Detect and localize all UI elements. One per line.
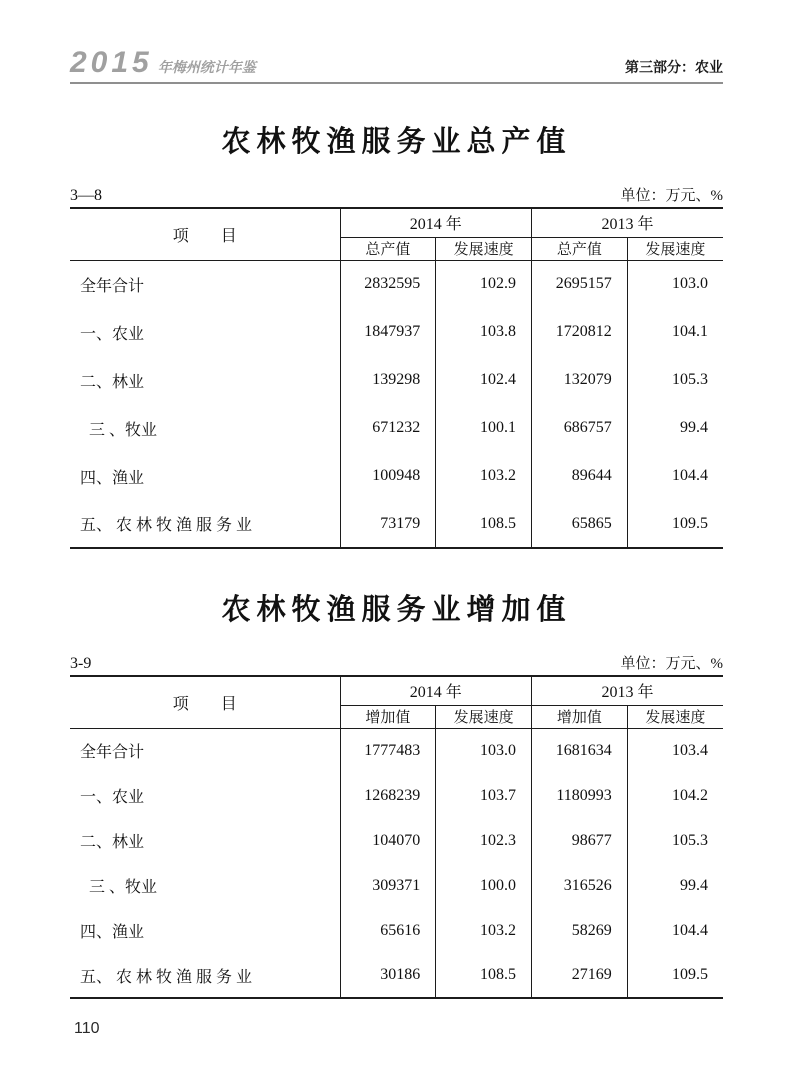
unit-label: 单位：万元、% [620,656,723,672]
table-row [70,773,723,818]
row-item-label: 一、农业 [80,325,145,343]
row-item-label: 四、渔业 [80,469,145,487]
row-item-label: 四、渔业 [80,924,145,941]
table-row [70,356,723,404]
table-row [70,953,723,998]
table-title-value-added: 农林牧渔服务业增加值 [221,594,572,626]
row-value: 1268239 [340,773,436,818]
row-value: 103.0 [436,728,532,773]
unit-label: 单位：万元、% [620,188,723,204]
table-row [70,908,723,953]
row-value: 100.0 [436,863,532,908]
row-value: 73179 [340,500,436,548]
row-value: 103.2 [436,452,532,500]
row-item-label: 全年合计 [80,744,145,762]
row-value: 1180993 [532,773,628,818]
page-number: 110 [74,1020,100,1037]
row-value: 102.4 [436,356,532,404]
row-value: 2832595 [340,260,436,308]
row-value: 104.2 [627,773,723,818]
table-row [70,260,723,308]
row-value: 686757 [532,404,628,452]
row-value: 104070 [340,818,436,863]
row-item-label: 全年合计 [80,277,145,295]
table-row [70,863,723,908]
row-value: 103.0 [627,260,723,308]
column-header-item: 项 目 [70,676,340,728]
table-title-gross-output: 农林牧渔服务业总产值 [221,126,572,158]
row-value: 98677 [532,818,628,863]
column-header-added-2014: 增加值 [340,705,436,728]
row-value: 105.3 [627,356,723,404]
table-row [70,500,723,548]
row-value: 65616 [340,908,436,953]
row-value: 27169 [532,953,628,998]
row-value: 1681634 [532,728,628,773]
row-value: 1777483 [340,728,436,773]
row-value: 104.1 [627,308,723,356]
row-value: 103.8 [436,308,532,356]
row-value: 65865 [532,500,628,548]
table-row [70,818,723,863]
section-label: 第三部分：农业 [625,59,723,75]
yearbook-logo [70,46,256,79]
table-row [70,404,723,452]
column-header-added-2013: 增加值 [532,705,628,728]
table-number: 3—8 [70,187,102,204]
row-value: 108.5 [436,953,532,998]
header-year-row [70,676,723,705]
row-value: 58269 [532,908,628,953]
value-added-table [70,675,723,999]
column-header-2013: 2013 年 [532,208,724,237]
row-value: 109.5 [627,500,723,548]
table-number: 3-9 [70,655,92,672]
row-value: 89644 [532,452,628,500]
row-value: 104.4 [627,908,723,953]
row-value: 103.7 [436,773,532,818]
table-row [70,308,723,356]
row-item-label: 二、林业 [80,373,145,391]
yearbook-year-logo: 2015 [70,46,153,79]
row-value: 100.1 [436,404,532,452]
running-header [70,0,723,84]
row-item-label: 一、农业 [80,789,145,806]
row-value: 1720812 [532,308,628,356]
row-value: 104.4 [627,452,723,500]
row-value: 1847937 [340,308,436,356]
column-header-speed-2014: 发展速度 [436,705,532,728]
row-value: 671232 [340,404,436,452]
column-header-item: 项 目 [70,208,340,260]
row-value: 309371 [340,863,436,908]
row-item-label: 五、 农 林 牧 渔 服 务 业 [80,517,253,534]
row-value: 132079 [532,356,628,404]
gross-output-table [70,207,723,549]
row-value: 139298 [340,356,436,404]
column-header-speed-2013: 发展速度 [627,237,723,260]
column-header-2014: 2014 年 [340,208,532,237]
row-value: 100948 [340,452,436,500]
column-header-2014: 2014 年 [340,676,532,705]
row-value: 30186 [340,953,436,998]
yearbook-title-suffix: 年梅州统计年鉴 [157,59,256,75]
row-value: 108.5 [436,500,532,548]
row-value: 102.9 [436,260,532,308]
column-header-gross-2014: 总产值 [340,237,436,260]
row-value: 99.4 [627,404,723,452]
table-row [70,452,723,500]
column-header-speed-2014: 发展速度 [436,237,532,260]
table-meta-row [70,187,723,205]
row-value: 109.5 [627,953,723,998]
table-row [70,728,723,773]
row-value: 103.2 [436,908,532,953]
header-year-row [70,208,723,237]
row-value: 2695157 [532,260,628,308]
row-item-label: 五、 农 林 牧 渔 服 务 业 [80,968,253,986]
row-item-label: 三 、牧业 [89,879,158,896]
row-item-label: 二、林业 [80,834,145,851]
row-value: 316526 [532,863,628,908]
row-value: 99.4 [627,863,723,908]
column-header-2013: 2013 年 [532,676,724,705]
column-header-gross-2013: 总产值 [532,237,628,260]
row-value: 103.4 [627,728,723,773]
table-meta-row [70,655,723,673]
row-item-label: 三 、牧业 [89,421,158,439]
row-value: 102.3 [436,818,532,863]
row-value: 105.3 [627,818,723,863]
column-header-speed-2013: 发展速度 [627,705,723,728]
